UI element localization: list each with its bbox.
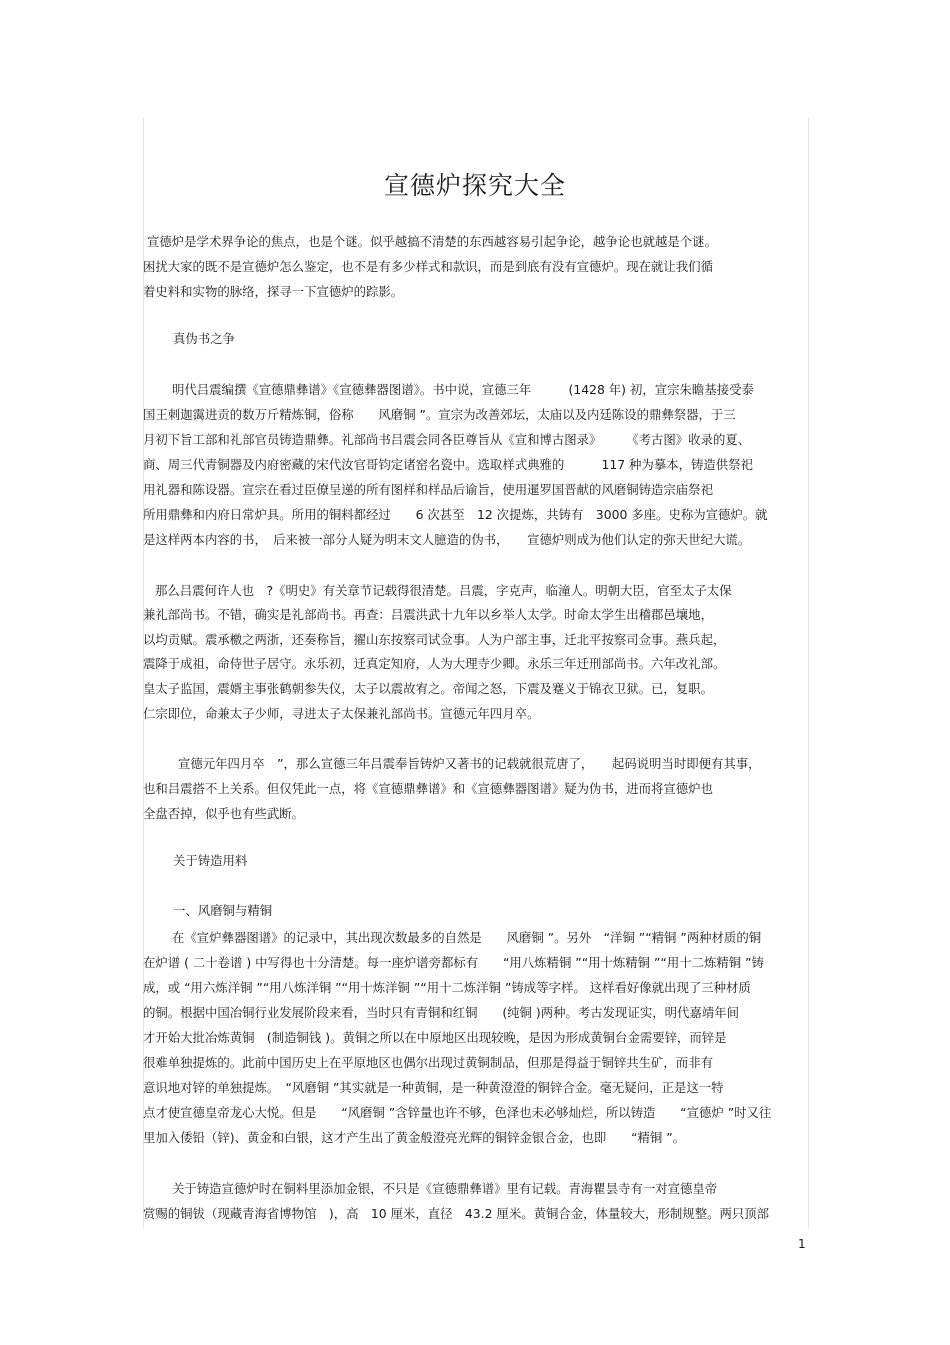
- paragraph-line: 用礼器和陈设器。宣宗在看过臣僚呈递的所有图样和样品后谕旨，使用暹罗国晋献的风磨铜铸造宗庙祭祀: [143, 482, 713, 497]
- paragraph-line: 商、周三代青铜器及内府密藏的宋代汝官哥钧定诸窑名瓷中。选取样式典雅的 117 种为摹本，铸造供祭祀: [143, 457, 753, 472]
- paragraph-line: 仁宗即位，命兼太子少师，寻进太子太保兼礼部尚书。宣德元年四月卒。: [143, 706, 540, 721]
- paragraph-line: 兼礼部尚书。不错，确实是礼部尚书。再查：吕震洪武十九年以乡举人太学。时命太学生出稽郡邑壤地，: [143, 607, 713, 622]
- section-heading: 关于铸造用料: [173, 853, 248, 868]
- page-number: 1: [798, 1237, 806, 1251]
- paragraph-line: 宣德炉是学术界争论的焦点，也是个谜。似乎越搞不清楚的东西越容易引起争论，越争论也就越是个谜。: [147, 234, 717, 249]
- paragraph-line: 是这样两本内容的书， 后来被一部分人疑为明末文人臆造的伪书， 宣德炉则成为他们认定的弥天世纪大谎。: [143, 532, 751, 547]
- paragraph-line: 在炉谱 ( 二十卷谱 ) 中写得也十分清楚。每一座炉谱旁都标有 “用八炼精铜 ”“用十炼精铜 ”“用十二炼精铜 ”铸: [143, 955, 764, 970]
- paragraph-line: 明代吕震编撰《宣德鼎彝谱》《宣德彝器图谱》。书中说，宣德三年 (1428 年) 初，宣宗朱瞻基接受泰: [172, 382, 754, 397]
- paragraph-line: 意识地对锌的单独提炼。 “风磨铜 ”其实就是一种黄铜，是一种黄澄澄的铜锌合金。毫无疑问，正是这一特: [143, 1080, 724, 1095]
- paragraph-line: 国王刺迦霭进贡的数万斤精炼铜，俗称 风磨铜 ”。宣宗为改善郊坛，太庙以及内廷陈设的鼎彝祭器，于三: [143, 407, 736, 422]
- paragraph-line: 才开始大批冶炼黄铜 (制造铜钱 )。黄铜之所以在中原地区出现较晚，是因为形成黄铜台金需要锌，而锌是: [143, 1030, 727, 1045]
- section-heading: 真伪书之争: [173, 331, 235, 346]
- paragraph-line: 成，或 “用六炼洋铜 ”“用八炼洋铜 ”“用十炼洋铜 ”“用十二炼洋铜 ”铸成等字样。 这样看好像就出现了三种材质: [143, 980, 751, 995]
- paragraph-line: 也和吕震搭不上关系。但仅凭此一点，将《宣德鼎彝谱》和《宣德彝器图谱》疑为伪书，进而将宣德炉也: [143, 781, 713, 796]
- paragraph-line: 全盘否掉，似乎也有些武断。: [143, 806, 305, 821]
- paragraph-line: 点才使宣德皇帝龙心大悦。但是 “风磨铜 ”含锌量也许不够，色泽也未必够灿烂，所以铸造 “宣德炉 ”时又往: [143, 1105, 772, 1120]
- paragraph-line: 赏赐的铜钹（现藏青海省博物馆 )，高 10 厘米，直径 43.2 厘米。黄铜合金，体量较大，形制规整。两只顶部: [143, 1206, 770, 1221]
- paragraph-line: 月初下旨工部和礼部官员铸造鼎彝。礼部尚书吕震会同各臣尊旨从《宣和博古图录》 《考古图》收录的夏、: [143, 432, 751, 447]
- document-title: 宣德炉探究大全: [383, 171, 566, 200]
- subsection-heading: 一、风磨铜与精铜: [173, 903, 273, 918]
- paragraph-line: 所用鼎彝和内府日常炉具。所用的铜料都经过 6 次甚至 12 次提炼，共铸有 3000 多座。史称为宣德炉。就: [143, 507, 768, 522]
- paragraph-line: 关于铸造宣德炉时在铜料里添加金银，不只是《宣德鼎彝谱》里有记载。青海瞿昙寺有一对宣德皇帝: [172, 1181, 718, 1196]
- paragraph-line: 震降于成祖，命侍世子居守。永乐初，迁真定知府，人为大理寺少卿。永乐三年迁刑部尚书。六年改礼部。: [143, 656, 726, 671]
- paragraph-line: 里加入倭铅（锌)、黄金和白银，这才产生出了黄金般澄亮光辉的铜锌金银合金，也即 “精铜 ”。: [143, 1130, 686, 1145]
- paragraph-line: 着史料和实物的脉络，探寻一下宣德炉的踪影。: [143, 284, 404, 299]
- paragraph-line: 皇太子监国，震婿主事张鹤朝参失仪，太子以震故宥之。帝闻之怒，下震及蹇义于锦衣卫狱。已，复职。: [143, 681, 713, 696]
- paragraph-line: 以均贡赋。震承檄之两浙，还奏称旨，擢山东按察司试佥事。人为户部主事，迁北平按察司佥事。燕兵起，: [143, 632, 726, 647]
- paragraph-line: 那么吕震何许人也 ?《明史》有关章节记载得很清楚。吕震，字克声，临潼人。明朝大臣，官至太子太保: [155, 583, 732, 598]
- paragraph-line: 在《宣炉彝器图谱》的记录中，其出现次数最多的自然是 风磨铜 ”。另外 “洋铜 ”“精铜 ”两种材质的铜: [172, 930, 762, 945]
- paragraph-line: 宣德元年四月卒 ”，那么宣德三年吕震奉旨铸炉又著书的记载就很荒唐了， 起码说明当时即便有其事，: [178, 756, 761, 771]
- paragraph-line: 的铜。根据中国冶铜行业发展阶段来看，当时只有青铜和红铜 (纯铜 )两种。考古发现证实，明代嘉靖年间: [143, 1005, 739, 1020]
- paragraph-line: 困扰大家的既不是宣德炉怎么鉴定，也不是有多少样式和款识，而是到底有没有宣德炉。现在就让我们循: [143, 259, 713, 274]
- paragraph-line: 很难单独提炼的。此前中国历史上在平原地区也偶尔出现过黄铜制品，但那是得益于铜锌共生矿，而非有: [143, 1055, 713, 1070]
